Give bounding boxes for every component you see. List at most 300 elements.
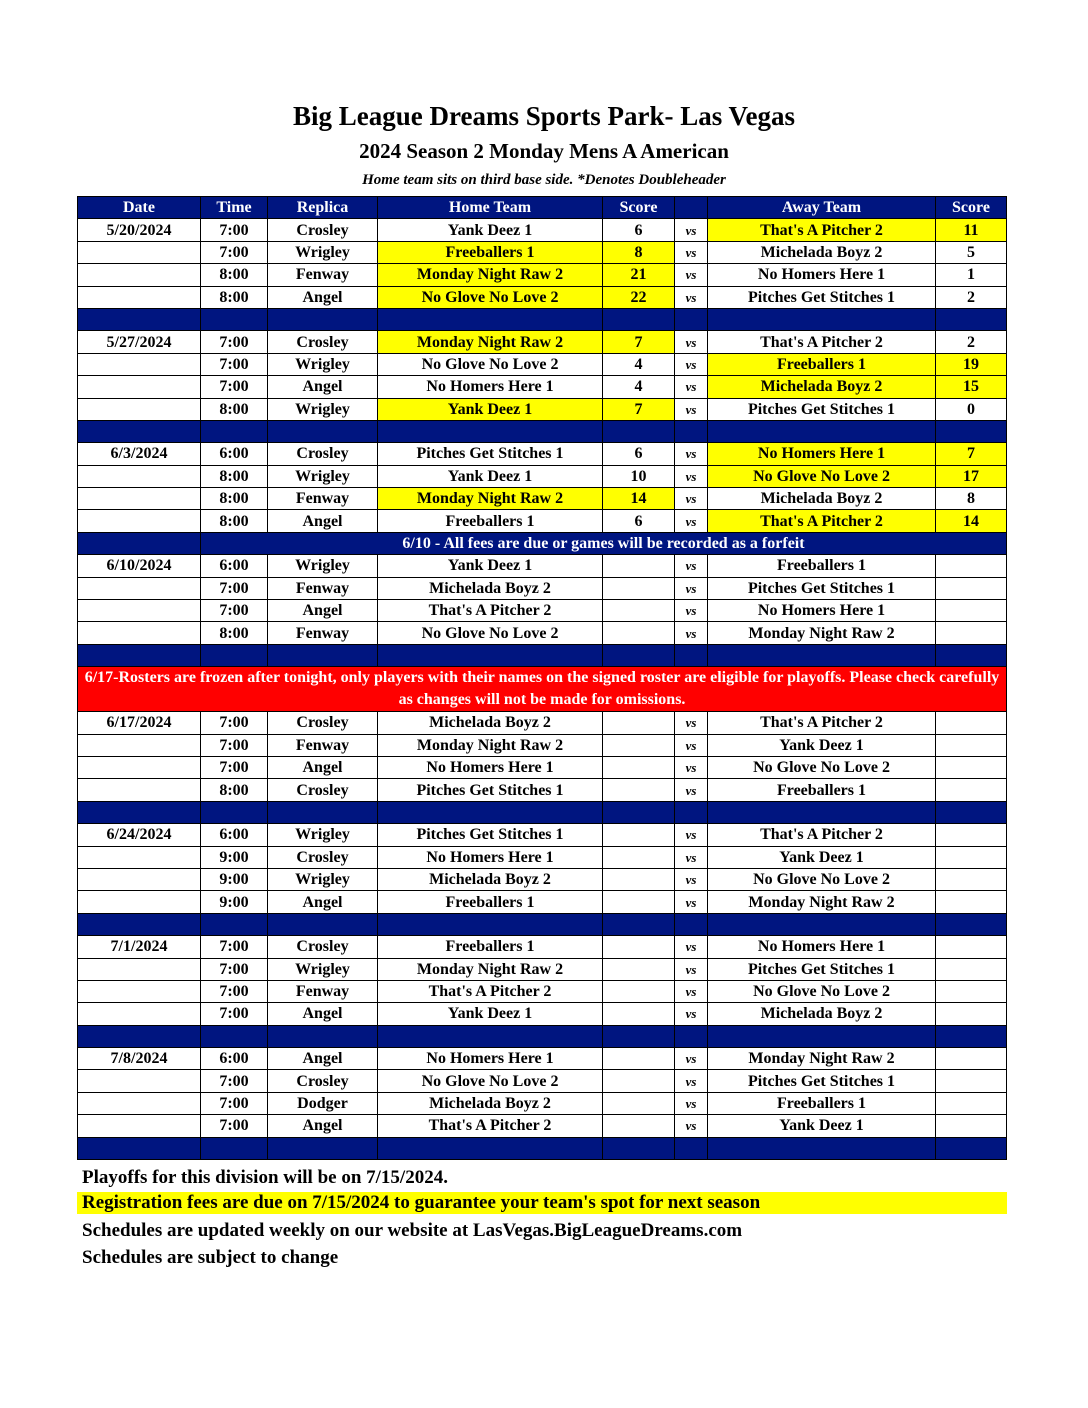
home-score-cell	[603, 1115, 675, 1137]
separator-cell	[603, 913, 675, 935]
home-team-cell: Monday Night Raw 2	[378, 264, 603, 286]
separator-cell	[78, 801, 201, 823]
date-cell: 6/24/2024	[78, 824, 201, 846]
home-score-cell: 21	[603, 264, 675, 286]
vs-cell: vs	[675, 577, 708, 599]
date-cell	[78, 756, 201, 778]
game-row	[78, 510, 1007, 532]
field-cell: Angel	[268, 891, 378, 913]
vs-cell: vs	[675, 868, 708, 890]
time-cell: 6:00	[201, 1048, 268, 1070]
date-cell	[78, 891, 201, 913]
date-cell: 7/1/2024	[78, 936, 201, 958]
separator-cell	[201, 1025, 268, 1047]
field-cell: Fenway	[268, 577, 378, 599]
home-team-cell: Freeballers 1	[378, 891, 603, 913]
time-cell: 7:00	[201, 219, 268, 241]
away-team-cell: No Glove No Love 2	[708, 756, 936, 778]
time-cell: 7:00	[201, 241, 268, 263]
separator-row	[78, 1137, 1007, 1159]
away-score-cell: 17	[936, 465, 1007, 487]
time-cell: 7:00	[201, 353, 268, 375]
col-header-home-score: Score	[603, 197, 675, 219]
away-team-cell: No Glove No Love 2	[708, 980, 936, 1002]
time-cell: 7:00	[201, 1115, 268, 1137]
time-cell: 7:00	[201, 958, 268, 980]
separator-cell	[78, 913, 201, 935]
field-cell: Angel	[268, 1048, 378, 1070]
time-cell: 7:00	[201, 1092, 268, 1114]
home-score-cell: 7	[603, 331, 675, 353]
separator-cell	[378, 801, 603, 823]
game-row	[78, 936, 1007, 958]
home-team-cell: No Glove No Love 2	[378, 1070, 603, 1092]
home-team-cell: No Homers Here 1	[378, 1048, 603, 1070]
separator-cell	[708, 1137, 936, 1159]
time-cell: 7:00	[201, 376, 268, 398]
playoffs-note: Playoffs for this division will be on 7/15/2024.	[82, 1167, 448, 1188]
home-team-cell: That's A Pitcher 2	[378, 600, 603, 622]
home-score-cell	[603, 1048, 675, 1070]
home-team-cell: Pitches Get Stitches 1	[378, 824, 603, 846]
away-score-cell	[936, 600, 1007, 622]
separator-cell	[268, 420, 378, 442]
separator-cell	[201, 308, 268, 330]
time-cell: 7:00	[201, 331, 268, 353]
game-row	[78, 891, 1007, 913]
notice-text: 6/17-Rosters are frozen after tonight, only players with their names on the signed roster are eligible for playoffs. Please check carefully as changes will not be made for omissions.	[78, 667, 1007, 712]
time-cell: 8:00	[201, 779, 268, 801]
field-cell: Angel	[268, 756, 378, 778]
game-row	[78, 980, 1007, 1002]
home-score-cell	[603, 779, 675, 801]
home-team-cell: Freeballers 1	[378, 241, 603, 263]
separator-cell	[675, 1137, 708, 1159]
home-score-cell: 4	[603, 376, 675, 398]
away-team-cell: No Glove No Love 2	[708, 868, 936, 890]
separator-cell	[936, 644, 1007, 666]
away-score-cell: 14	[936, 510, 1007, 532]
field-cell: Crosley	[268, 936, 378, 958]
schedule-note: Home team sits on third base side. *Denotes Doubleheader	[362, 172, 726, 188]
separator-cell	[708, 1025, 936, 1047]
away-team-cell: Pitches Get Stitches 1	[708, 1070, 936, 1092]
notice-spacer	[78, 532, 201, 554]
game-row	[78, 868, 1007, 890]
away-team-cell: Pitches Get Stitches 1	[708, 958, 936, 980]
away-team-cell: Michelada Boyz 2	[708, 488, 936, 510]
vs-cell: vs	[675, 600, 708, 622]
separator-cell	[78, 1025, 201, 1047]
time-cell: 8:00	[201, 286, 268, 308]
field-cell: Angel	[268, 510, 378, 532]
col-header-replica: Replica	[268, 197, 378, 219]
home-team-cell: Yank Deez 1	[378, 465, 603, 487]
vs-cell: vs	[675, 980, 708, 1002]
away-score-cell	[936, 980, 1007, 1002]
time-cell: 7:00	[201, 1003, 268, 1025]
date-cell	[78, 622, 201, 644]
field-cell: Wrigley	[268, 241, 378, 263]
away-score-cell: 2	[936, 286, 1007, 308]
separator-cell	[675, 420, 708, 442]
away-team-cell: That's A Pitcher 2	[708, 331, 936, 353]
home-score-cell	[603, 1070, 675, 1092]
vs-cell: vs	[675, 1115, 708, 1137]
game-row	[78, 488, 1007, 510]
home-team-cell: No Homers Here 1	[378, 376, 603, 398]
home-team-cell: Yank Deez 1	[378, 398, 603, 420]
game-row	[78, 286, 1007, 308]
header-row	[78, 197, 1007, 219]
separator-cell	[378, 420, 603, 442]
vs-cell: vs	[675, 1070, 708, 1092]
separator-row	[78, 1025, 1007, 1047]
vs-cell: vs	[675, 1048, 708, 1070]
field-cell: Angel	[268, 1003, 378, 1025]
time-cell: 8:00	[201, 465, 268, 487]
away-team-cell: That's A Pitcher 2	[708, 219, 936, 241]
separator-row	[78, 308, 1007, 330]
date-cell	[78, 846, 201, 868]
date-cell	[78, 1115, 201, 1137]
field-cell: Crosley	[268, 331, 378, 353]
vs-cell: vs	[675, 465, 708, 487]
date-cell: 5/27/2024	[78, 331, 201, 353]
separator-cell	[378, 913, 603, 935]
game-row	[78, 600, 1007, 622]
home-team-cell: Freeballers 1	[378, 936, 603, 958]
home-score-cell: 22	[603, 286, 675, 308]
vs-cell: vs	[675, 622, 708, 644]
date-cell	[78, 241, 201, 263]
separator-cell	[708, 801, 936, 823]
vs-cell: vs	[675, 443, 708, 465]
home-team-cell: No Glove No Love 2	[378, 622, 603, 644]
home-team-cell: No Glove No Love 2	[378, 353, 603, 375]
game-row	[78, 779, 1007, 801]
home-team-cell: Monday Night Raw 2	[378, 958, 603, 980]
game-row	[78, 353, 1007, 375]
field-cell: Fenway	[268, 734, 378, 756]
home-score-cell	[603, 891, 675, 913]
separator-cell	[603, 644, 675, 666]
registration-note: Registration fees are due on 7/15/2024 to guarantee your team's spot for next season	[77, 1192, 1007, 1214]
away-team-cell: No Homers Here 1	[708, 264, 936, 286]
date-cell: 6/17/2024	[78, 712, 201, 734]
home-team-cell: Michelada Boyz 2	[378, 868, 603, 890]
away-score-cell	[936, 1092, 1007, 1114]
separator-cell	[268, 913, 378, 935]
vs-cell: vs	[675, 936, 708, 958]
time-cell: 8:00	[201, 264, 268, 286]
separator-row	[78, 913, 1007, 935]
separator-cell	[78, 420, 201, 442]
vs-cell: vs	[675, 241, 708, 263]
home-team-cell: Monday Night Raw 2	[378, 734, 603, 756]
game-row	[78, 398, 1007, 420]
game-row	[78, 577, 1007, 599]
change-disclaimer: Schedules are subject to change	[82, 1247, 339, 1268]
separator-cell	[603, 1025, 675, 1047]
game-row	[78, 376, 1007, 398]
away-score-cell	[936, 824, 1007, 846]
field-cell: Wrigley	[268, 958, 378, 980]
time-cell: 7:00	[201, 600, 268, 622]
game-row	[78, 1092, 1007, 1114]
date-cell	[78, 734, 201, 756]
away-team-cell: That's A Pitcher 2	[708, 824, 936, 846]
away-team-cell: Yank Deez 1	[708, 846, 936, 868]
page-title: Big League Dreams Sports Park- Las Vegas	[292, 101, 796, 131]
date-cell	[78, 980, 201, 1002]
date-cell	[78, 1070, 201, 1092]
home-score-cell	[603, 980, 675, 1002]
home-team-cell: That's A Pitcher 2	[378, 1115, 603, 1137]
away-team-cell: Yank Deez 1	[708, 1115, 936, 1137]
away-score-cell	[936, 958, 1007, 980]
game-row	[78, 846, 1007, 868]
date-cell	[78, 577, 201, 599]
separator-cell	[78, 1137, 201, 1159]
date-cell	[78, 1003, 201, 1025]
vs-cell: vs	[675, 555, 708, 577]
separator-cell	[675, 1025, 708, 1047]
away-team-cell: Freeballers 1	[708, 779, 936, 801]
home-team-cell: Pitches Get Stitches 1	[378, 443, 603, 465]
vs-cell: vs	[675, 779, 708, 801]
away-score-cell	[936, 891, 1007, 913]
away-score-cell	[936, 622, 1007, 644]
separator-cell	[603, 420, 675, 442]
date-cell	[78, 286, 201, 308]
game-row	[78, 734, 1007, 756]
home-score-cell: 8	[603, 241, 675, 263]
separator-row	[78, 420, 1007, 442]
time-cell: 8:00	[201, 622, 268, 644]
time-cell: 9:00	[201, 891, 268, 913]
separator-cell	[201, 1137, 268, 1159]
home-score-cell	[603, 756, 675, 778]
separator-cell	[603, 1137, 675, 1159]
home-team-cell: Monday Night Raw 2	[378, 488, 603, 510]
away-score-cell: 7	[936, 443, 1007, 465]
time-cell: 7:00	[201, 756, 268, 778]
away-score-cell	[936, 734, 1007, 756]
separator-cell	[201, 420, 268, 442]
notice-row	[78, 532, 1007, 554]
field-cell: Fenway	[268, 264, 378, 286]
col-header-time: Time	[201, 197, 268, 219]
vs-cell: vs	[675, 824, 708, 846]
away-team-cell: No Homers Here 1	[708, 600, 936, 622]
field-cell: Fenway	[268, 980, 378, 1002]
away-team-cell: Pitches Get Stitches 1	[708, 398, 936, 420]
home-score-cell	[603, 1003, 675, 1025]
game-row	[78, 264, 1007, 286]
date-cell	[78, 398, 201, 420]
game-row	[78, 622, 1007, 644]
separator-cell	[378, 1025, 603, 1047]
separator-cell	[675, 913, 708, 935]
away-score-cell	[936, 846, 1007, 868]
home-team-cell: Monday Night Raw 2	[378, 331, 603, 353]
date-cell	[78, 868, 201, 890]
home-score-cell	[603, 824, 675, 846]
away-team-cell: No Homers Here 1	[708, 443, 936, 465]
separator-cell	[268, 308, 378, 330]
away-score-cell: 5	[936, 241, 1007, 263]
away-score-cell: 15	[936, 376, 1007, 398]
schedule-table	[77, 196, 1007, 1160]
away-score-cell	[936, 868, 1007, 890]
away-score-cell	[936, 779, 1007, 801]
vs-cell: vs	[675, 510, 708, 532]
home-team-cell: Michelada Boyz 2	[378, 577, 603, 599]
away-score-cell: 8	[936, 488, 1007, 510]
home-score-cell	[603, 846, 675, 868]
time-cell: 9:00	[201, 868, 268, 890]
date-cell	[78, 264, 201, 286]
game-row	[78, 958, 1007, 980]
separator-cell	[936, 801, 1007, 823]
field-cell: Crosley	[268, 779, 378, 801]
website-note: Schedules are updated weekly on our website at LasVegas.BigLeagueDreams.com	[82, 1220, 743, 1241]
field-cell: Crosley	[268, 1070, 378, 1092]
field-cell: Wrigley	[268, 465, 378, 487]
separator-cell	[708, 308, 936, 330]
away-team-cell: Monday Night Raw 2	[708, 1048, 936, 1070]
home-score-cell	[603, 577, 675, 599]
vs-cell: vs	[675, 376, 708, 398]
home-score-cell	[603, 734, 675, 756]
away-score-cell	[936, 577, 1007, 599]
vs-cell: vs	[675, 286, 708, 308]
date-cell	[78, 779, 201, 801]
separator-cell	[603, 801, 675, 823]
separator-cell	[936, 913, 1007, 935]
home-score-cell: 7	[603, 398, 675, 420]
away-score-cell	[936, 1115, 1007, 1137]
separator-cell	[708, 420, 936, 442]
vs-cell: vs	[675, 219, 708, 241]
vs-cell: vs	[675, 1092, 708, 1114]
vs-cell: vs	[675, 958, 708, 980]
game-row	[78, 331, 1007, 353]
separator-cell	[378, 644, 603, 666]
home-team-cell: Michelada Boyz 2	[378, 712, 603, 734]
time-cell: 6:00	[201, 443, 268, 465]
home-score-cell	[603, 958, 675, 980]
separator-cell	[708, 644, 936, 666]
col-header-away-score: Score	[936, 197, 1007, 219]
home-team-cell: Michelada Boyz 2	[378, 1092, 603, 1114]
separator-cell	[268, 1137, 378, 1159]
vs-cell: vs	[675, 488, 708, 510]
away-score-cell	[936, 756, 1007, 778]
away-score-cell	[936, 1070, 1007, 1092]
home-score-cell	[603, 1092, 675, 1114]
away-score-cell	[936, 1048, 1007, 1070]
home-score-cell	[603, 936, 675, 958]
separator-cell	[675, 644, 708, 666]
separator-cell	[268, 644, 378, 666]
away-team-cell: Michelada Boyz 2	[708, 376, 936, 398]
game-row	[78, 1048, 1007, 1070]
col-header-away-team: Away Team	[708, 197, 936, 219]
vs-cell: vs	[675, 353, 708, 375]
separator-cell	[201, 913, 268, 935]
away-team-cell: No Homers Here 1	[708, 936, 936, 958]
vs-cell: vs	[675, 398, 708, 420]
separator-cell	[268, 801, 378, 823]
date-cell	[78, 353, 201, 375]
vs-cell: vs	[675, 756, 708, 778]
separator-cell	[78, 308, 201, 330]
vs-cell: vs	[675, 1003, 708, 1025]
date-cell: 6/3/2024	[78, 443, 201, 465]
away-score-cell	[936, 712, 1007, 734]
time-cell: 7:00	[201, 734, 268, 756]
field-cell: Wrigley	[268, 868, 378, 890]
away-team-cell: Freeballers 1	[708, 353, 936, 375]
away-team-cell: Freeballers 1	[708, 555, 936, 577]
home-score-cell	[603, 555, 675, 577]
home-score-cell: 6	[603, 443, 675, 465]
separator-cell	[675, 801, 708, 823]
col-header-vs	[675, 197, 708, 219]
away-score-cell: 0	[936, 398, 1007, 420]
field-cell: Angel	[268, 600, 378, 622]
away-score-cell: 1	[936, 264, 1007, 286]
separator-cell	[201, 801, 268, 823]
field-cell: Angel	[268, 376, 378, 398]
field-cell: Angel	[268, 1115, 378, 1137]
game-row	[78, 443, 1007, 465]
away-team-cell: Yank Deez 1	[708, 734, 936, 756]
field-cell: Angel	[268, 286, 378, 308]
time-cell: 7:00	[201, 712, 268, 734]
home-score-cell	[603, 712, 675, 734]
away-team-cell: Monday Night Raw 2	[708, 891, 936, 913]
time-cell: 7:00	[201, 577, 268, 599]
field-cell: Wrigley	[268, 555, 378, 577]
home-score-cell: 6	[603, 510, 675, 532]
game-row	[78, 241, 1007, 263]
date-cell	[78, 1092, 201, 1114]
date-cell: 5/20/2024	[78, 219, 201, 241]
field-cell: Fenway	[268, 622, 378, 644]
home-team-cell: Freeballers 1	[378, 510, 603, 532]
vs-cell: vs	[675, 331, 708, 353]
away-team-cell: That's A Pitcher 2	[708, 712, 936, 734]
time-cell: 6:00	[201, 555, 268, 577]
separator-cell	[936, 420, 1007, 442]
home-team-cell: Yank Deez 1	[378, 1003, 603, 1025]
vs-cell: vs	[675, 891, 708, 913]
time-cell: 7:00	[201, 936, 268, 958]
away-team-cell: That's A Pitcher 2	[708, 510, 936, 532]
field-cell: Dodger	[268, 1092, 378, 1114]
vs-cell: vs	[675, 264, 708, 286]
away-team-cell: Pitches Get Stitches 1	[708, 286, 936, 308]
game-row	[78, 465, 1007, 487]
home-team-cell: No Homers Here 1	[378, 756, 603, 778]
field-cell: Wrigley	[268, 824, 378, 846]
separator-cell	[268, 1025, 378, 1047]
date-cell	[78, 488, 201, 510]
time-cell: 7:00	[201, 980, 268, 1002]
